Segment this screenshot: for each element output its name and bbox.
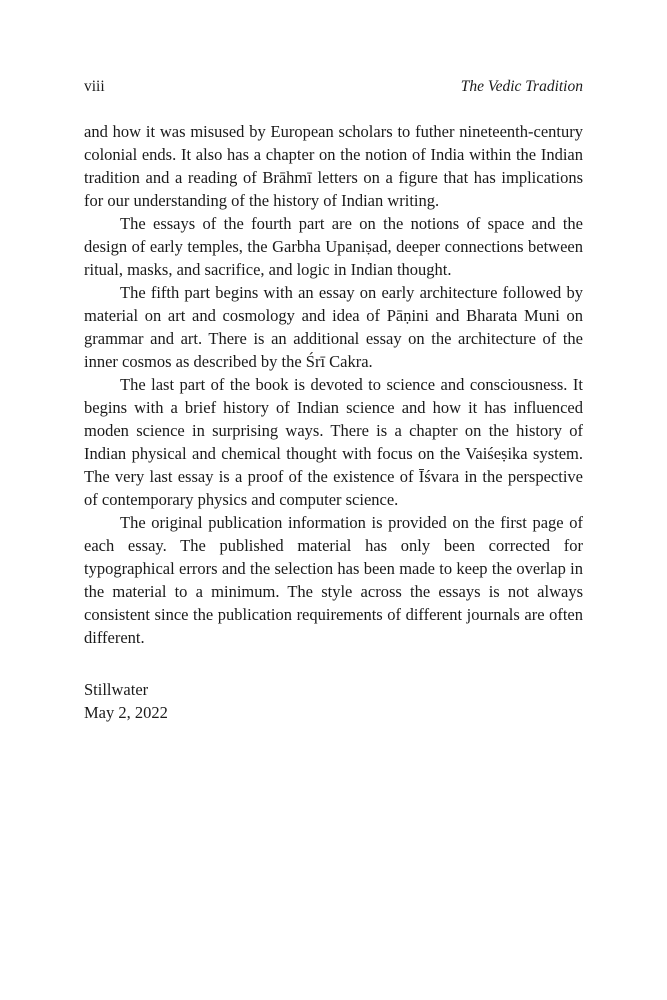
signature-date: May 2, 2022	[84, 703, 168, 722]
running-header	[84, 78, 583, 96]
body-paragraph-2: The essays of the fourth part are on the notions of space and the design of early temples, the Garbha Upaniṣad, deeper connections between ritual, masks, and sacrifice, and logic in Indian thought.	[84, 214, 583, 279]
body-paragraph-3: The fifth part begins with an essay on early architecture followed by material on art and cosmology and idea of Pāṇini and Bharata Muni on grammar and art. There is an additional essay on the architecture of the inner cosmos as described by the Śrī Cakra.	[84, 283, 583, 371]
body-paragraph-4: The last part of the book is devoted to science and consciousness. It begins with a brief history of Indian science and how it has influenced moden science in surprising ways. There is a chapter on the history of Indian physical and chemical thought with focus on the Vaiśeṣika system. The very last essay is a proof of the existence of Īśvara in the perspective of contemporary physics and computer science.	[84, 375, 583, 509]
body-paragraph-1: and how it was misused by European scholars to futher nineteenth-century colonial ends. It also has a chapter on the notion of India within the Indian tradition and a reading of Brāhmī letters on a figure that has implications for our understanding of the history of Indian writing.	[84, 122, 583, 210]
page-body	[84, 120, 583, 724]
body-paragraph-5: The original publication information is provided on the first page of each essay. The published material has only been corrected for typographical errors and the selection has been made to keep the overlap in the material to a minimum. The style across the essays is not always consistent since the publication requirements of different journals are often different.	[84, 513, 583, 647]
page-number: viii	[84, 78, 105, 95]
running-title: The Vedic Tradition	[460, 78, 583, 95]
signature-place: Stillwater	[84, 680, 149, 699]
signature-block	[84, 678, 583, 724]
